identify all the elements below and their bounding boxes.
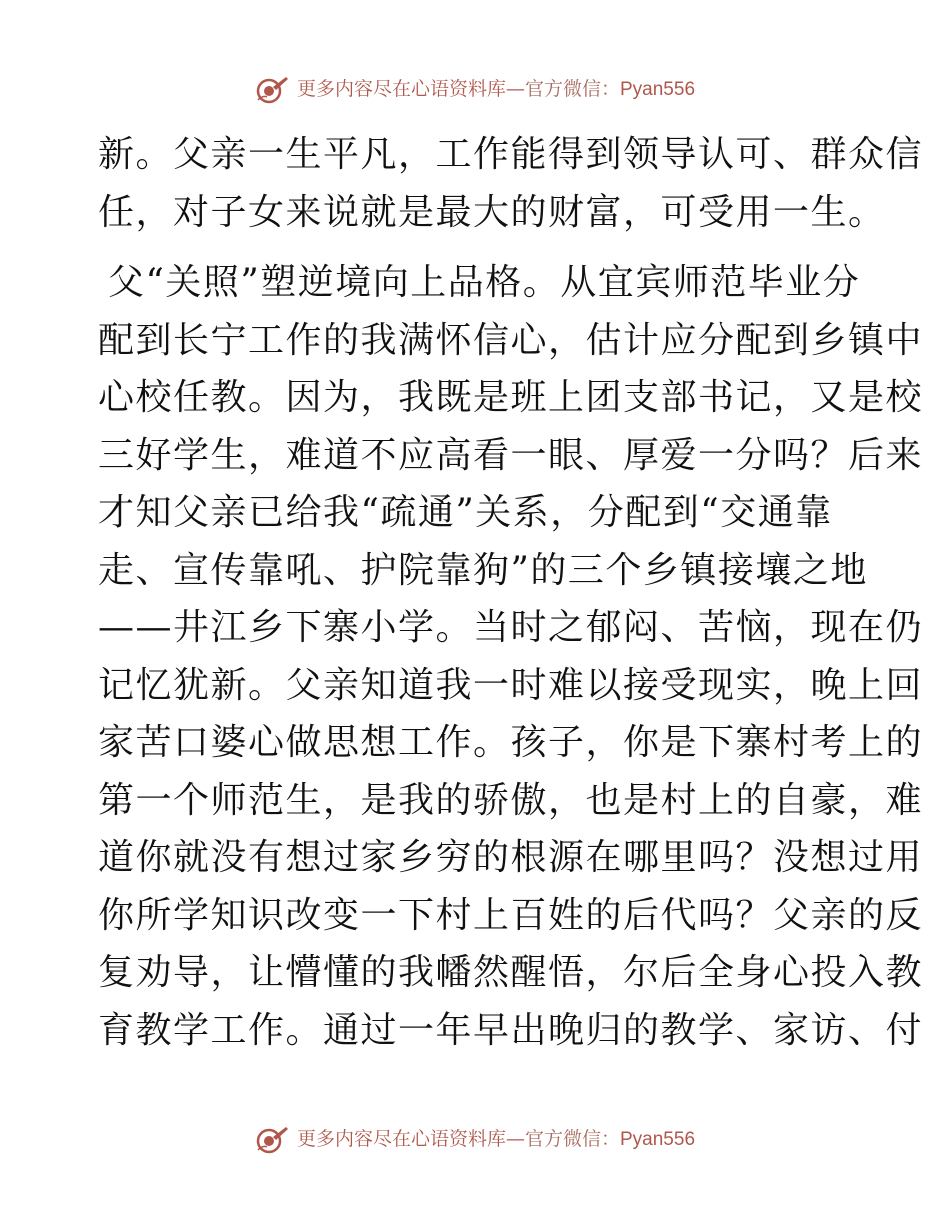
text-line: 父“关照”塑逆境向上品格。从宜宾师范毕业分 bbox=[108, 262, 861, 303]
text-line: ——井江乡下寨小学。当时之郁闷、苦恼，现在仍 bbox=[98, 607, 924, 648]
watermark-dash: — bbox=[505, 1128, 525, 1150]
pen-logo-icon bbox=[255, 1125, 289, 1155]
text-line: 配到长宁工作的我满怀信心，估计应分配到乡镇中 bbox=[98, 319, 924, 361]
footer-watermark bbox=[0, 1124, 950, 1155]
watermark-wechat-label: 官方微信： bbox=[524, 78, 620, 100]
paragraph-1 bbox=[98, 126, 924, 241]
pen-logo-icon bbox=[255, 75, 289, 105]
watermark-site: 更多内容尽在心语资料库 bbox=[296, 78, 506, 100]
watermark-text bbox=[297, 1124, 695, 1155]
header-watermark bbox=[0, 74, 950, 105]
watermark-wechat-label: 官方微信： bbox=[524, 1128, 620, 1150]
document-body bbox=[98, 126, 924, 1059]
text-line: 新。父亲一生平凡，工作能得到领导认可、群众信 bbox=[98, 134, 924, 175]
watermark-text bbox=[297, 74, 695, 105]
text-line: 三好学生，难道不应高看一眼、厚爱一分吗？后来 bbox=[98, 434, 924, 476]
text-line: 第一个师范生，是我的骄傲，也是村上的自豪，难 bbox=[98, 779, 924, 821]
watermark-dash: — bbox=[505, 78, 525, 100]
paragraph-2 bbox=[98, 254, 924, 1059]
text-line: 道你就没有想过家乡穷的根源在哪里吗？没想过用 bbox=[98, 837, 924, 878]
text-line: 任，对子女来说就是最大的财富，可受用一生。 bbox=[98, 191, 886, 233]
text-line: 育教学工作。通过一年早出晚归的教学、家访、付 bbox=[98, 1009, 924, 1051]
watermark-site: 更多内容尽在心语资料库 bbox=[296, 1128, 506, 1150]
text-line: 心校任教。因为，我既是班上团支部书记，又是校 bbox=[98, 377, 924, 418]
text-line: 复劝导，让懵懂的我幡然醒悟，尔后全身心投入教 bbox=[98, 952, 924, 993]
text-line: 走、宣传靠吼、护院靠狗”的三个乡镇接壤之地 bbox=[98, 549, 868, 591]
text-line: 才知父亲已给我“疏通”关系，分配到“交通靠 bbox=[98, 492, 833, 533]
text-line: 记忆犹新。父亲知道我一时难以接受现实，晚上回 bbox=[98, 664, 924, 706]
text-line: 你所学知识改变一下村上百姓的后代吗？父亲的反 bbox=[98, 894, 924, 936]
watermark-wechat-id: Pyan556 bbox=[620, 79, 696, 100]
text-line: 家苦口婆心做思想工作。孩子，你是下寨村考上的 bbox=[98, 722, 924, 763]
watermark-wechat-id: Pyan556 bbox=[620, 1129, 696, 1150]
